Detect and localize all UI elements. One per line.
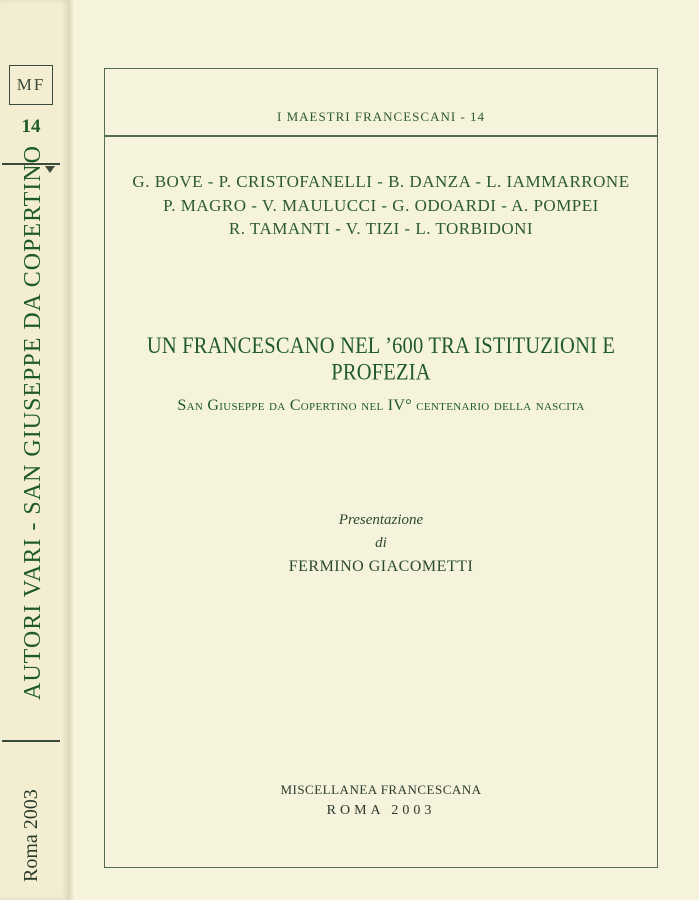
author-line: R. TAMANTI - V. TIZI - L. TORBIDONI — [228, 219, 534, 238]
series-mark: MF — [9, 65, 53, 105]
frame-divider — [105, 135, 657, 137]
cover-frame — [104, 68, 658, 868]
presentation-by: di — [375, 535, 387, 551]
author-line: G. BOVE - P. CRISTOFANELLI - B. DANZA - L. IAMMARRONE — [132, 172, 630, 191]
front-cover — [76, 0, 699, 900]
presenter-name: FERMINO GIACOMETTI — [288, 558, 474, 575]
spine-title: AUTORI VARI - SAN GIUSEPPE DA COPERTINO — [20, 145, 46, 700]
series-title: I MAESTRI FRANCESCANI - 14 — [276, 109, 485, 124]
spine-place-year: Roma 2003 — [20, 789, 42, 882]
book-subtitle: San Giuseppe da Copertino nel IV° centenario della nascita — [177, 397, 585, 414]
presentation-label: Presentazione — [338, 512, 424, 528]
publisher-name: MISCELLANEA FRANCESCANA — [280, 782, 482, 797]
author-line: P. MAGRO - V. MAULUCCI - G. ODOARDI - A. POMPEI — [163, 195, 599, 215]
spine-volume-number: 14 — [21, 116, 41, 137]
author-list — [105, 170, 657, 241]
publication-place-year: ROMA 2003 — [326, 803, 436, 818]
spine-divider-bottom — [2, 740, 60, 742]
book-spine — [0, 0, 71, 900]
book-title: UN FRANCESCANO NEL ’600 TRA ISTITUZIONI E PROFEZIA — [146, 333, 616, 386]
